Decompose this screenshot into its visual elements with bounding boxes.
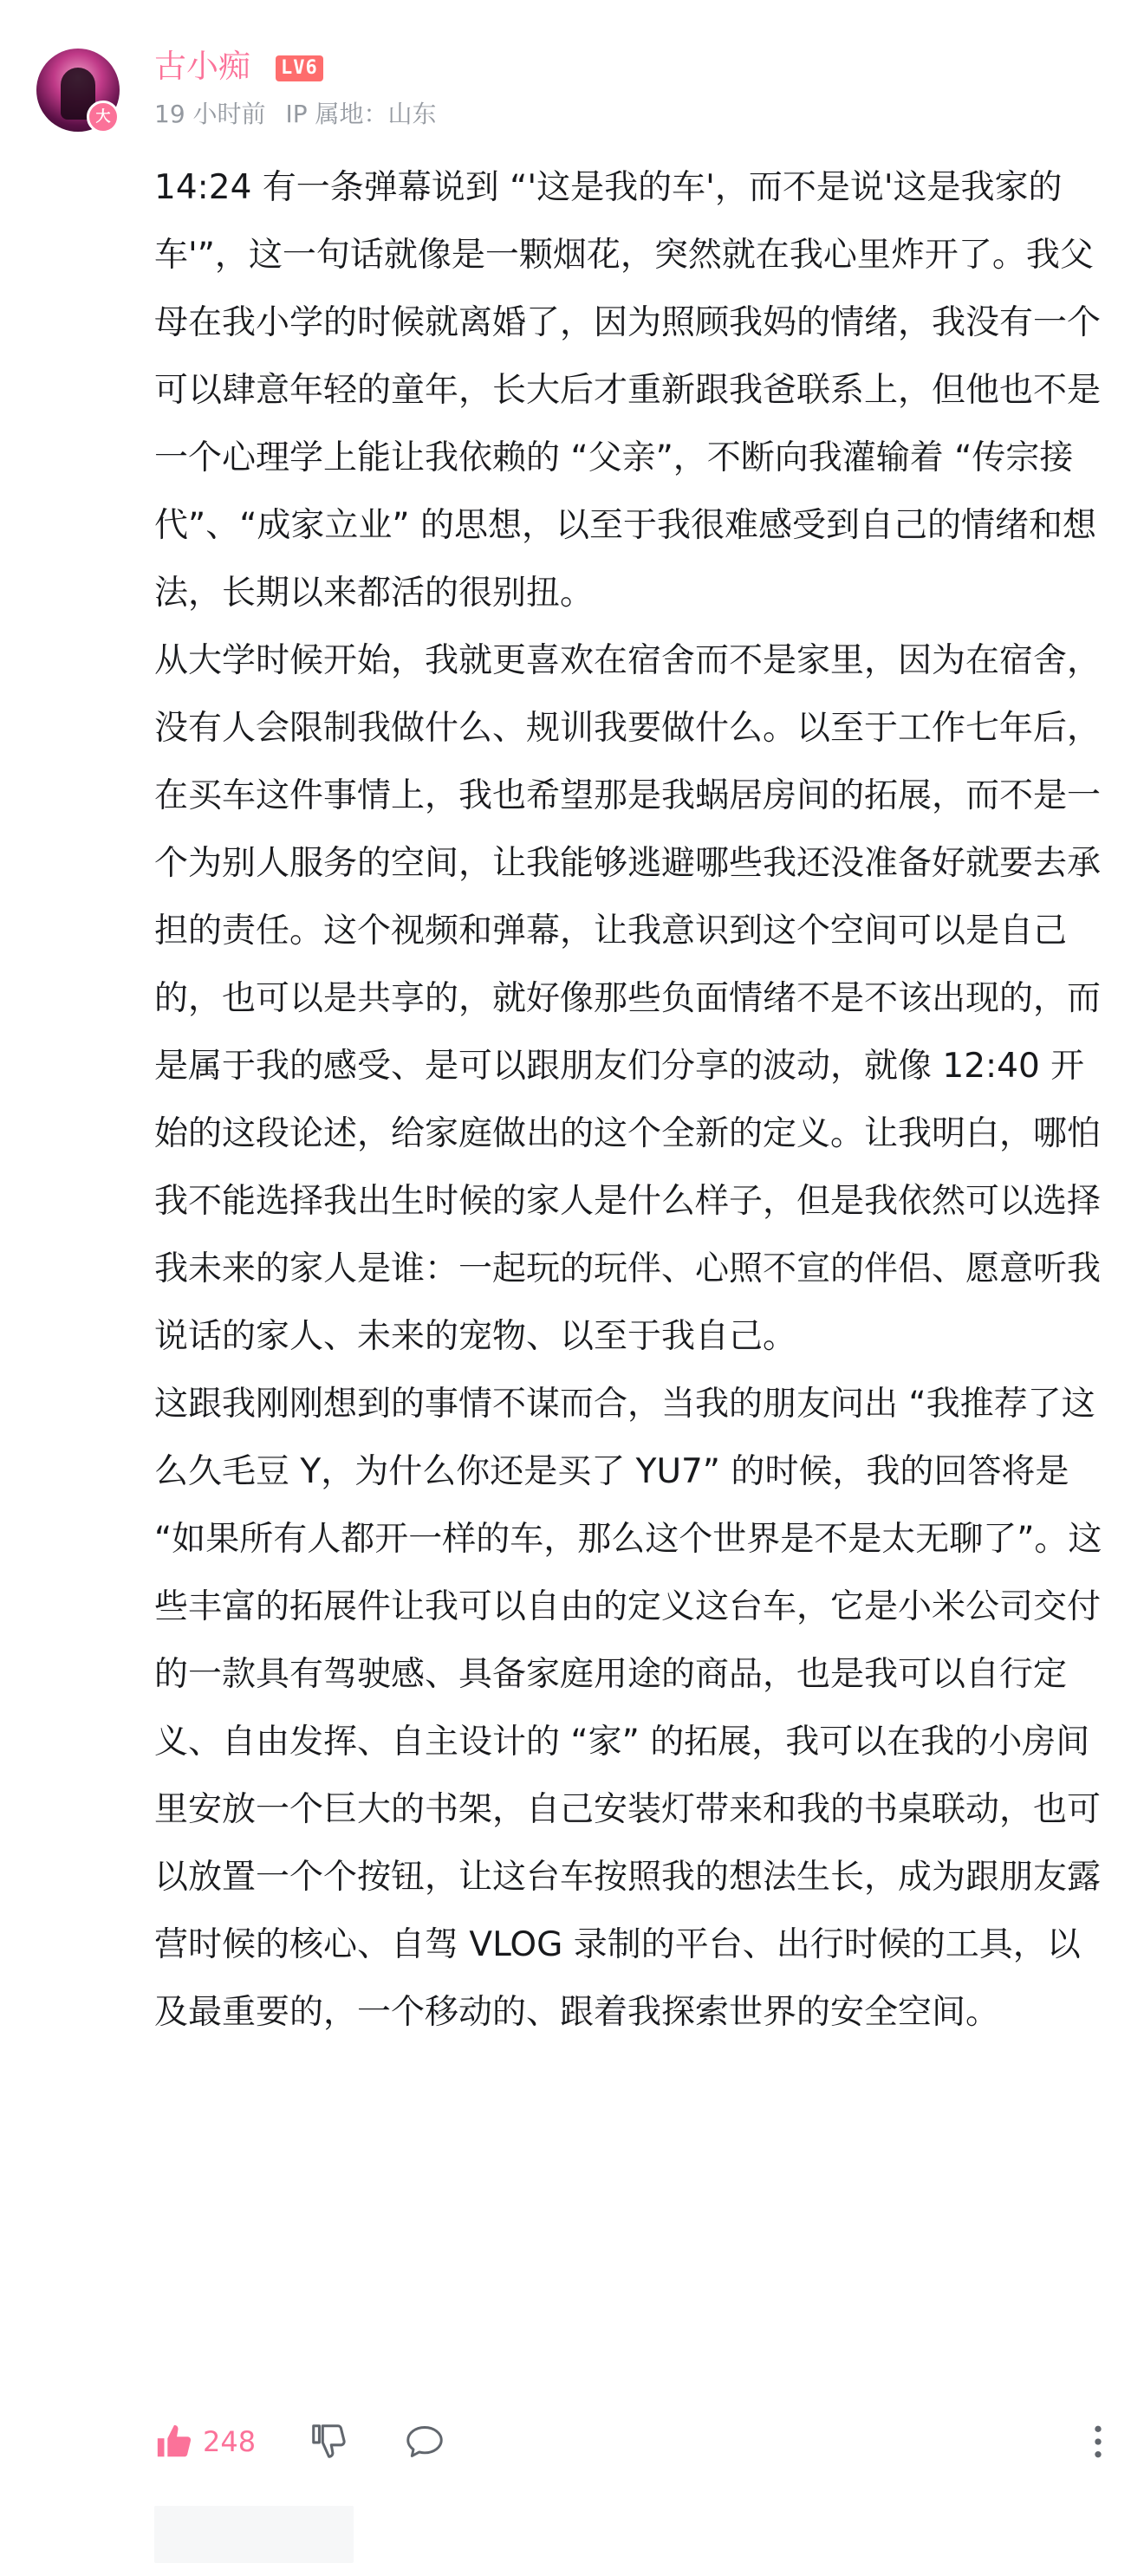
dislike-button[interactable] xyxy=(309,2421,348,2464)
avatar[interactable] xyxy=(36,49,120,132)
like-count: 248 xyxy=(203,2425,257,2458)
reply-preview-placeholder xyxy=(154,2506,354,2563)
thumbs-down-icon xyxy=(309,2421,348,2461)
comment-action-bar xyxy=(154,2416,1116,2468)
avatar-badge: 大 xyxy=(87,101,120,133)
comment-time: 19 小时前 xyxy=(154,100,266,128)
comment-paragraph: 从大学时候开始，我就更喜欢在宿舍而不是家里，因为在宿舍，没有人会限制我做什么、规训我要做什么。以至于工作七年后，在买车这件事情上，我也希望那是我蜗居房间的拓展，而不是一个为别人服务的空间，让我能够逃避哪些我还没准备好就要去承担的责任。这个视频和弹幕，让我意识到这个空间可以是自己的，也可以是共享的，就好像那些负面情绪不是不该出现的，而是属于我的感受、是可以跟朋友们分享的波动，就像 12:40 开始的这段论述，给家庭做出的这个全新的定义。让我明白，哪怕我不能选择我出生时候的家人是什么样子，但是我依然可以选择我未来的家人是谁：一起玩的玩伴、心照不宣的伴侣、愿意听我说话的家人、未来的宠物、以至于我自己。 xyxy=(154,641,1102,1356)
comment-paragraph: 14:24 有一条弹幕说到 “'这是我的车'，而不是说'这是我家的车'”，这一句话就像是一颗烟花，突然就在我心里炸开了。我父母在我小学的时候就离婚了，因为照顾我妈的情绪，我没有一个可以肆意年轻的童年，长大后才重新跟我爸联系上，但他也不是一个心理学上能让我依赖的 “父亲”，不断向我灌输着 “传宗接代”、“成家立业” 的思想，以至于我很难感受到自己的情绪和想法，长期以来都活的很别扭。 xyxy=(154,168,1102,613)
comment-bubble-icon xyxy=(404,2423,445,2461)
thumbs-up-icon xyxy=(154,2422,194,2462)
more-button[interactable] xyxy=(1090,2423,1106,2464)
comment-content xyxy=(154,154,1108,2047)
level-badge: LV6 xyxy=(276,55,323,81)
reply-button[interactable] xyxy=(404,2423,445,2464)
more-vertical-icon xyxy=(1090,2423,1106,2461)
ip-location: IP 属地：山东 xyxy=(285,100,437,128)
comment-paragraph: 这跟我刚刚想到的事情不谋而合，当我的朋友问出 “我推荐了这么久毛豆 Y，为什么你还是买了 YU7” 的时候，我的回答将是 “如果所有人都开一样的车，那么这个世界是不是太无聊了”。这些丰富的拓展件让我可以自由的定义这台车，它是小米公司交付的一款具有驾驶感、具备家庭用途的商品，也是我可以自行定义、自由发挥、自主设计的 “家” 的拓展，我可以在我的小房间里安放一个巨大的书架，自己安装灯带来和我的书桌联动，也可以放置一个个按钮，让这台车按照我的想法生长，成为跟朋友露营时候的核心、自驾 VLOG 录制的平台、出行时候的工具，以及最重要的，一个移动的、跟着我探索世界的安全空间。 xyxy=(154,1385,1102,2032)
comment-meta xyxy=(154,97,448,132)
user-name[interactable]: 古小痴 xyxy=(154,48,250,85)
like-button[interactable] xyxy=(154,2416,256,2468)
